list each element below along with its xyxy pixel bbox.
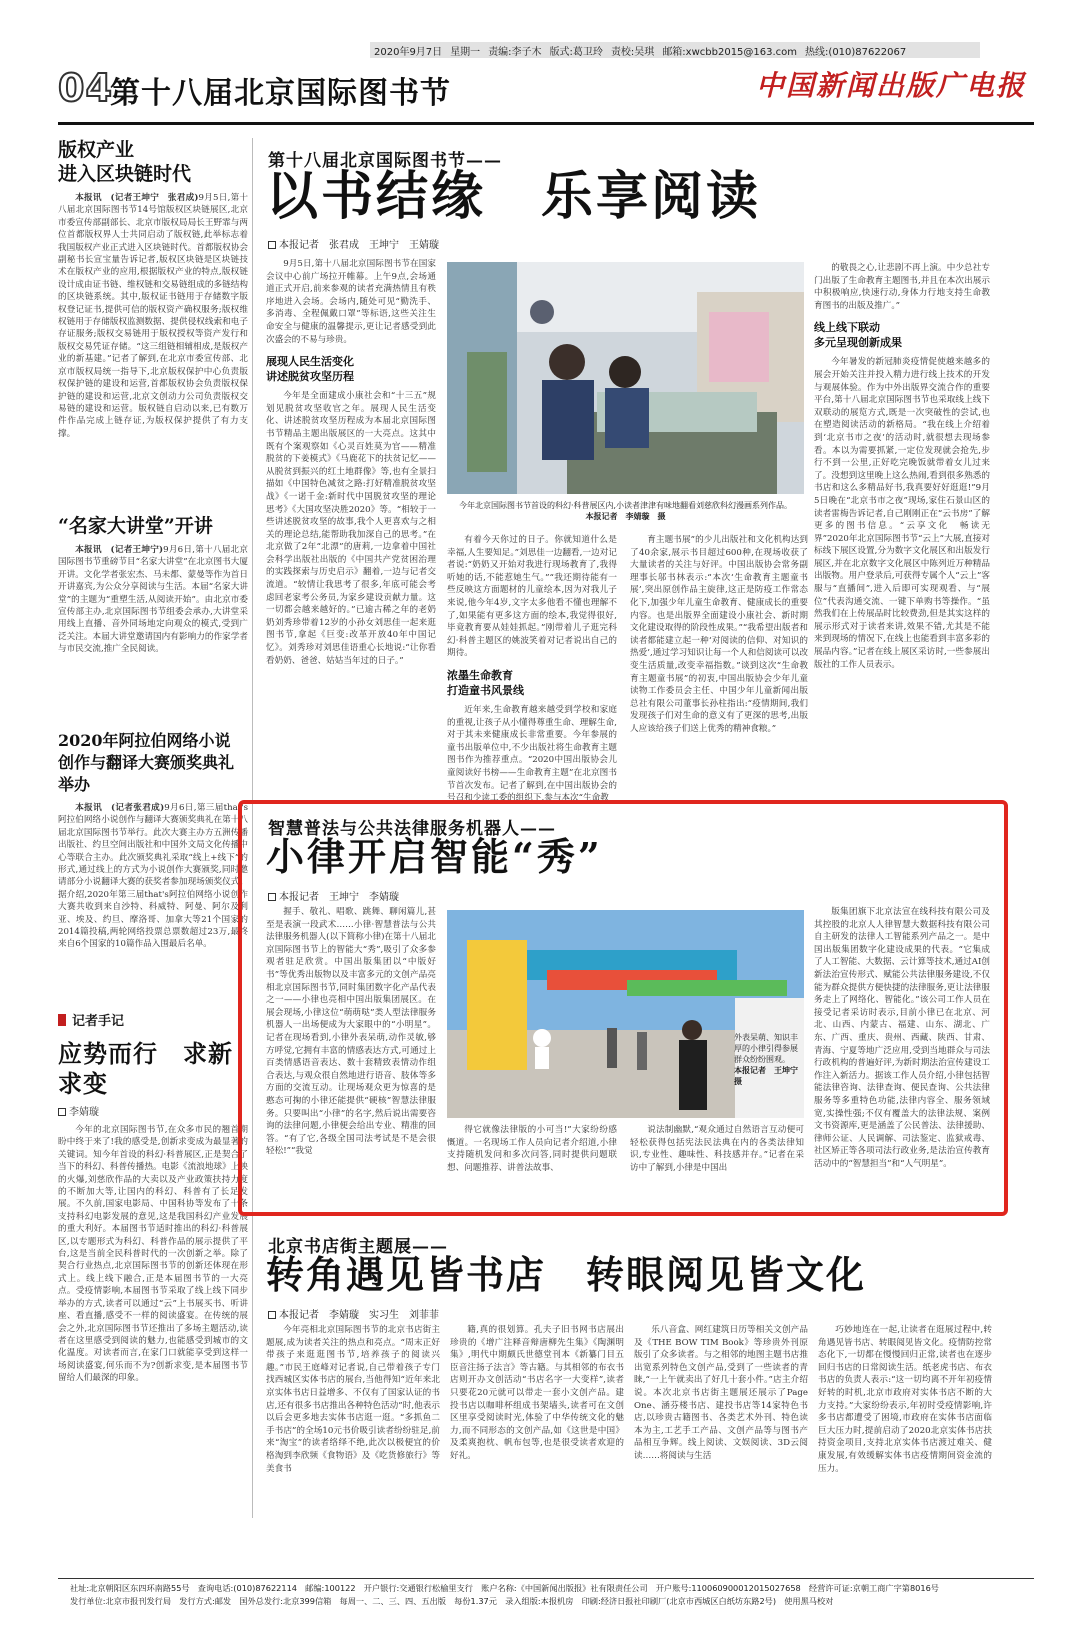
article1-column-1: 9月5日,第十八届北京国际图书节在国家会议中心前广场拉开帷幕。上午9点,会场通道正式开启,前来参观的读者充满热情且有秩序地进入会场。会场内,随处可见“勤洗手、多消毒、全程佩戴口罩”等标语,这些关注生命安全与健康的温馨提示,更让记者感受到此次盛会的不易与珍贵。 展现人民生活变化 讲述脱贫攻坚历程 今年是全面建成小康社会和“十三五”规划见脱贫攻坚收官之年。展现人民生活变化、讲述脱贫攻坚历程成为本届北京国际图书节精品主题出版展区的一大亮点。这其中既有个案观察如《心灵百姓莫为官——精准脱贫的下姜模式》《马鹿花下的扶贫记忆——从脱贫到振兴的红土地群像》等,也有全景扫描如《中国特色减贫之路:打好精准脱贫攻坚战》《一诺千金:新时代中国脱贫攻坚的理论思考》《大国攻坚决胜2020》等。“相较于一些讲述脱贫攻坚的故事,我个人更喜欢与之相关的理论总结,能帮助我加深自己的思考。”在北京做了2年“北漂”的唐莉,一边拿着中国社会科学出版社出版的《中国共产党贫困治理的实践探索与历史启示》翻着,一边与记者交流道。“较情让我思考了很多,年底可能会考虑回老家考公务员,为家乡建设贡献力量。这一切都会越来越好的。”已逾古稀之年的老奶奶刘秀珍带着12岁的小孙女刘思佳一起来逛图书节,拿起《巨变:改革开放40年中国记忆》。刘秀珍对刘思佳语重心长地说:“让你看看奶奶、爸爸、姑姑当年过的日子。” — [266, 259, 436, 666]
article2-column-4: 版集团旗下北京法宣在线科技有限公司及其控股的北京人人律智慧大数据科技有限公司自主研发的法律人工智能系列产品之一。是中国出版集团数字化建设成果的代表。“它集成了人工智能、大数据、云计算等技术,通过AI创新法治宣传形式、赋能公共法律服务建设,不仅能为群众提供方便快捷的法律服务,更让法律服务走上了网络化、智能化。”该公司工作人员在接受记者采访时表示,目前小律已在北京、河北、山西、内蒙古、福建、山东、湖北、广东、广西、重庆、贵州、西藏、陕西、甘肃、青海、宁夏等地广泛应用,受到当地群众与司法行政机构的普遍好评,为新时期法治宣传建设工作注入新活力。据该工作人员介绍,小律包括智能法律咨询、法律查询、便民查询、公共法律服务等多重特色功能,法律内容全、服务领域宽,实操性强;不仅有覆盖大的法律法规、案例文书资源库,更是涵盖了公民普法、法律援助、律师公证、人民调解、司法鉴定、监狱戒毒、社区矫正等各项司法行政业务,是法治宣传教育活动中的“智慧担当”和“人气明星”。 — [814, 907, 990, 1169]
masthead — [58, 60, 1034, 118]
article2-photo-caption: 外表呆萌、知识丰厚的小律引得参展群众纷纷围观。 本报记者 王坤宁 摄 — [734, 1033, 806, 1086]
article3-column-1: 今年亮相北京国际图书节的北京书店街主题展,成为读者关注的热点和亮点。“周末正好带孩子来逛逛图书节,培养孩子的阅读兴趣。”市民王庭峰对记者说,自己带着孩子专门找西城区实体书店的展台,当他得知“近年来北京实体书店日益增多、不仅有了国家认证的书店,还有很多书店推出各种特色活动”时,他表示以后会更多地去实体书店逛一逛。“多抓鱼二手书店”的全场10元书价吸引读者纷纷驻足,前来“淘宝”的读者络绎不绝,此次以极便宜的价格淘到李欣频《食物语》及《吃货修旅行》等美食书 — [266, 1325, 440, 1474]
article1-column-4: 的敬畏之心,让悲剧不再上演。中少总社专门出版了生命教育主题图书,并且在本次出展示中积极响应,快速行动,身体力行地支持生命教育图书的出版及推广。” 线上线下联动 多元呈现创新成果 今年暑发的新冠肺炎疫情促使越来越多的展会开始关注并投入精力进行线上技术的开发与观展体验。作为中外出版界交流合作的重要平台,第十八届北京国际图书节也采取线上线下双联动的展览方式,既是一次突破性的尝试,也在塑造阅读活动的新格局。“我在线上介绍着到‘北京书市之夜’的活动时,就很想去现场参看。本以为需要抓紧,一定位发现就会抢先,步行不到一公里,正好吃完晚饭就带着女儿过来了。没想到这里晚上这么热闹,看到很多熟悉的书店和这么多精品好书,我真要好好逛逛!”9月5日晚在“北京书市之夜”现场,家住石景山区的读者雷梅告诉记者,自己刚刚正在“云书房”了解更多的图书信息。“云享文化 畅读无界”2020年北京国际图书节“云上”大展,直接对标线下展区设置,分为数字文化展区和出版发行展区,并在北京数字文化展区中陈列近万种精品出版物。用户登录后,可获得专属个人“云上”客服与“直播间”,进入后即可实现观看、与“展位”代表沟通交流、一键下单购书等操作。“虽然我们在上传展品时比较费劲,但是其实这样的展示形式对于读者来讲,效果不错,尤其是不能来到现场的情况下,在线上也能看到丰富多彩的展品内容。”记者在线上展区采访时,一些参展出版社的工作人员表示。 — [814, 263, 990, 670]
layout-editor: 版式:葛卫玲 — [549, 46, 603, 58]
square-bullet-icon — [268, 1311, 276, 1319]
article-body — [58, 544, 248, 710]
left-column — [58, 138, 248, 1538]
dateline: 本报讯 (记者王坤宁 张君成) — [75, 193, 199, 203]
article2-column-1: 握手、敬礼、唱歌、跳舞、聊闲篇儿,甚至是表演一段武术……小律·智慧普法与公共法律服务机器人(以下简称小律)在第十八届北京国际图书节上的智能大“秀”,吸引了众多参观者驻足欣赏。中国出版集团以“中版好书”等优秀出版物以及丰富多元的文创产品亮相北京国际图书节,同时集团数字化产品代表之一——小律也亮相中国出版集团展区。在展会现场,小律这位“萌萌哒”类人型法律服务机器人一出场便成为大家眼中的“小明星”。记者在现场看到,小律外表呆萌,动作灵敏,够方呼觉,它拥有丰富的情感表达方式,可通过上百类情感语音表达、数十套精致表情动作组合表达,与观众很自然地进行语音、肢体等多方面的交流互动。让现场观众更为惊喜的是憨态可掬的小律还能提供“硬核”智慧法律服务。只要叫出“小律”的名字,然后说出需要咨询的法律问题,小律便会给出专业、精准的回答。“有了它,各级全国司法考试是不是会很轻松!”“我觉 — [266, 907, 436, 1157]
article-body — [58, 802, 248, 998]
body-text: 9月6日,第十八届北京国际图书节重磅节目“名家大讲堂”在北京图书大厦开讲。文化学者张宏杰、马未都、蒙曼等作为首日开讲嘉宾,为公众分享阅读与生活。本届“名家大讲堂”的主题为“重塑生活,从阅读开始”。由北京市委宣传部主办,北京国际图书节组委会承办,大讲堂采用线上直播、音外同场地定向观众的模式,受到广泛关注。本届大讲堂邀请国内有影响力的作家学者与市民交流,推广全民阅读。 — [58, 545, 248, 655]
issue-info-bar — [370, 42, 980, 58]
footer-line-1: 社址:北京朝阳区东四环南路55号 查询电话:(010)87622114 邮编:100122 开户银行:交通银行松榆里支行 账户名称:《中国新闻出版报》社有限责任公司 开户账号:110060900012015027658 经营许可证:京朝工商广字第8016号 — [70, 1583, 939, 1593]
article2-headline: 小律开启智能“秀” — [266, 834, 603, 879]
article-body: 今年的北京国际图书节,在众多市民的翘首期盼中终于来了!我的感受是,创新求变成为最显著的关键词。知今年首设的科幻·科普展区,正是契合了当下的科幻、科普传播热。电影《流浪地球》上映的火爆,刘慈欣作品的大卖以及产业政策扶持力度的不断加大等,让国内的科幻、科普有了长足发展。不久前,国家电影局、中国科协等发布了十条支持科幻电影发展的意见,这是我国科幻产业发展的重大利好。本届图书节适时推出的科幻·科普展区,以专题形式为科幻、科普作品的展示提供了平台,这是当前全民科普时代的一次创新之举。除了契合行业热点,北京国际图书节的创新还体现在形式上。线上线下融合,正是本届图书节的一大亮点。受疫情影响,本届图书节采取了线上线下同步举办的方式,读者可以通过“云”上书展买书、听讲座、看直播,感受不一样的阅读盛宴。在传统的展会之外,北京国际图书节还推出了多场主题活动,读者在这里感受到阅读的魅力,也能感受到城市的文化温度。对读者而言,在家门口就能享受到这样一场阅读盛宴,何乐而不为?创新求变,是本届图书节留给人们最深的印象。 — [58, 1125, 248, 1384]
issue-weekday: 星期一 — [450, 46, 481, 58]
body-text: 9月6日,第三届that's阿拉伯网络小说创作与翻译大赛颁奖典礼在第十八届北京国际图书节举行。此次大赛主办方五洲传播出版社、约旦空间出版社和中国外文局文化传播中心等联合主办。此次颁奖典礼采取“线上+线下”的形式,通过线上的方式为小说创作大赛颁奖,同时邀请部分小说翻译大赛的获奖者参加现场颁奖仪式。据介绍,2020年第三届that's阿拉伯网络小说创作大赛共收到来自沙特、科威特、阿曼、阿尔及利亚、埃及、约旦、摩洛哥、加拿大等21个国家的2014篇投稿,两轮网络投票总票数超过23万,最终来自6个国家的10篇作品入围最后名单。 — [58, 803, 248, 950]
reporter-notes-tag — [58, 1010, 248, 1029]
photo-caption: 今年北京国际图书节首设的科幻·科普展区内,小读者津津有味地翻看刘慈欣科幻漫画系列作品。 本报记者 李婧璇 摄 — [447, 498, 804, 524]
hotline: 热线:(010)87622067 — [805, 46, 907, 58]
headline: 2020年阿拉伯网络小说 — [58, 731, 231, 750]
photo-credit: 本报记者 王坤宁 摄 — [734, 1065, 806, 1086]
footer-line-2: 发行单位:北京市报刊发行局 发行方式:邮发 国外总发行:北京399信箱 每周一、二、三、四、五出版 每份1.37元 录入组版:本报机房 印刷:经济日报社印刷厂(北京市西城区白纸坊东路2号) 使用黑马校对 — [70, 1596, 834, 1606]
paper-name-logo: 中国新闻出版广电报 — [755, 69, 1026, 102]
issue-date: 2020年9月7日 — [374, 46, 443, 58]
headline-line2: 创作与翻译大赛颁奖典礼举办 — [58, 753, 235, 794]
article1-column-2: 有着今天你过的日子。你就知道什么是幸福,人生要知足。”刘思佳一边翻看,一边对记者说:“奶奶又开始对我进行现场教育了,我得听她的话,不能惹她生气。”“我还期待能有一些反映这方面题材的儿童绘本,因为对我儿子来说,他今年4岁,文字太多他看不懂也理解不了,如果能有更多这方面的绘本,我觉得很好,毕竟教育要从娃娃抓起。”刚带着儿子逛完科幻·科普主题区的姚波笑着对记者说出自己的期待。 浓墨生命教育 打造童书风景线 近年来,生命教育越来越受到学校和家庭的重视,让孩子从小懂得尊重生命、理解生命,对于其未来健康成长非常重要。今年参展的童书出版单位中,不少出版社将生命教育主题图书作为推荐重点。“2020中国出版协会儿童阅读好书榜——生命教育主题”在北京图书节首次发布。记者了解到,在中国出版协会的号召和少读工委的组织下,参与本次“生命教 — [447, 535, 617, 804]
byline: 李婧璇 — [58, 1103, 248, 1118]
headline-line2: 进入区块链时代 — [58, 163, 192, 185]
footer-rule — [58, 1578, 1034, 1579]
article2-column-3: 说法制幽默,“观众通过自然语言互动便可轻松获得包括宪法民法典在内的各类法律知识,专业性、趣味性、科技感并存。”记者在采访中了解到,小律是中国出 — [630, 1125, 804, 1173]
headline: “名家大讲堂”开讲 — [58, 515, 213, 537]
article3-column-3: 乐八音盒、网红建筑日历等相关文创产品及《THE BOW TIM Book》等珍贵外刊原版引了众多读者。与之相邻的地图主题书店推出宽系列特色文创产品,受到了一些读者的青睐,“一上午就卖出了好几十套小件。”店主介绍说。本次北京书店街主题展还展示了Page One、涵芬楼书店、建投书店等14家特色书店,以珍贵古籍图书、各类艺术外刊、特色读本为主,工艺手工产品、文创产品等与图书产品相互争辉。线上阅读、文娱阅读、3D云阅读……将阅读与生活 — [634, 1325, 808, 1461]
proofreader: 责校:吴琪 — [610, 46, 655, 58]
subhead: 线上线下联动 多元呈现创新成果 — [814, 321, 902, 350]
article3-kicker: 北京书店街主题展—— — [268, 1237, 448, 1257]
dateline: 本报讯 (记者张君成) — [75, 803, 165, 813]
masthead-rule — [58, 122, 1034, 125]
square-bullet-icon — [268, 893, 276, 901]
article1-column-3: 育主题书展”的少儿出版社和文化机构达到了40余家,展示书目超过600种,在现场收获了大量读者的关注与好评。中国出版协会常务副理事长邬书林表示:“本次‘生命教育主题童书展’,突出原创作品主旋律,这正是防疫工作常态化下,加强少年儿童生命教育、健康成长的重要内容。也是出版界全面建设小康社会、新时期文化建设取得的阶段性成果。”“我希望出版者和读者都能建立起一种‘对阅读的信仰、对知识的热爱’,通过学习知识让每一个人和信阅读可以改变生活质量,改变幸福指数。”谈到这次“生命教育主题童书展”的初衷,中国出版协会少年儿童读物工作委员会主任、中国少年儿童新闻出版总社有限公司董事长孙柱指出:“疫情期间,我们发现孩子们对生命的意义有了更深的思考,出版人应该给孩子们送上优秀的精神食粮。” — [630, 535, 808, 734]
article3-headline: 转角遇见皆书店 转眼阅见皆文化 — [266, 1252, 867, 1297]
article-commentary — [58, 1039, 248, 1496]
photo-illustration — [447, 262, 804, 494]
section-title: 第十八届北京国际图书节 — [110, 76, 451, 111]
page-number: 04 — [58, 66, 113, 110]
red-square-icon — [58, 1014, 66, 1026]
article-arabic-novel-contest — [58, 730, 248, 998]
headline: 以书结缘 乐享阅读 — [266, 166, 762, 227]
byline: 本报记者 张君成 王坤宁 王婧璇 — [268, 236, 439, 251]
body-text: 9月5日,第十八届北京国际图书节14号馆版权区块链展区,北京市委宣传部副部长、北京市版权局局长王野霏与两位首都版权界人士共同启动了版权链,此举标志着我国版权产业正式进入区块链时代。首都版权协会副秘书长宣宝量告诉记者,版权区块链是区块链技术在版权产业的应用,根据版权产业的特点,版权链设计成由证书链、维权链和交易链组成的多链结构的区块链系统。其中,版权证书链用于存储数字版权登记证书,提供可信的版权资产确权服务;版权维权链用于存储版权监测数据、提供侵权线索和电子存证服务;版权交易链用于版权授权等资产发行和版权交易凭证存储。“这三组链相辅相成,是版权产业的新基建。”记者了解到,在北京市委宣传部、北京市版权局统一指导下,北京版权保护中心负责版权保护链的建设和运营,首都版权协会负责版权保护链的建设和运营,北京文创动力公司负责版权交易链的建设和运营。版权链自启动以来,已有数万件作品完成上链存证,为版权保护提供了有力支撑。 — [58, 193, 248, 439]
reporter-notes-label: 记者手记 — [72, 1014, 125, 1029]
photo-credit: 本报记者 李婧璇 摄 — [585, 511, 666, 521]
article2-kicker: 智慧普法与公共法律服务机器人—— — [268, 819, 556, 839]
headline: 应势而行 求新求变 — [58, 1039, 233, 1098]
subhead: 展现人民生活变化 讲述脱贫攻坚历程 — [266, 355, 354, 384]
footer — [70, 1582, 1030, 1608]
article-body — [58, 192, 248, 492]
headline: 版权产业 — [58, 139, 135, 161]
kicker: 第十八届北京国际图书节—— — [268, 151, 502, 171]
square-bullet-icon — [58, 1108, 66, 1116]
subhead: 浓墨生命教育 打造童书风景线 — [447, 668, 524, 697]
article3-column-4: 巧妙地连在一起,让读者在逛展过程中,转角遇见皆书店、转眼阅见皆文化。疫情防控常态化下,一切都在慢慢回归正常,读者也在逐步回归书店的日常阅读生活。纸老虎书店、布衣书店的负责人表示:“这一切均离不开年初疫情好转的时机,北京市政府对实体书店不断的大力支持。”大家纷纷表示,年初时受疫情影响,许多书店都遭受了困境,市政府在实体书店面临巨大压力时,提前启动了2020北京实体书店扶持资金项目,支持北京实体书店渡过难关、健康发展,有效缓解实体书店疫情期间资金流的压力。 — [818, 1325, 992, 1474]
article3-byline: 本报记者 李婧璇 实习生 刘菲菲 — [268, 1306, 439, 1321]
chief-editor: 责编:李子木 — [488, 46, 542, 58]
article2-column-2: 得它就像法律版的小可当!”大家纷纷感慨道。一名现场工作人员向记者介绍道,小律支持随机发问和多次问答,同时提供问题联想、问题推荐、讲普法故事、 — [447, 1125, 617, 1173]
photo-kids-reading — [447, 262, 804, 528]
article2-byline: 本报记者 王坤宁 李婧璇 — [268, 888, 399, 903]
article-lecture-hall — [58, 514, 248, 710]
contact-email: 邮箱:xwcbb2015@163.com — [662, 46, 798, 58]
square-bullet-icon — [268, 241, 276, 249]
article-copyright-blockchain — [58, 138, 248, 492]
article3-column-2: 籍,真的很划算。孔夫子旧书网书店展出珍贵的《增广注释音辩唐柳先生集》《陶渊明集》,明代中期颇氏世德堂刊本《新纂门目五臣音注扬子法言》等古籍。与其相邻的布衣书店则开办文创活动“书店名字一大变样”,读者只要花20元就可以带走一套小文创产品。建投书店以咖啡杯组成书架墙头,读者可在文创区里享受阅读时光,体验了中华传统文化的魅力,而不同形态的文创产品,如《这世是中国》及柔爽抱枕、帆布包等,也是很受读者欢迎的好礼。 — [450, 1325, 624, 1461]
dateline: 本报讯 (记者王坤宁) — [75, 545, 164, 555]
